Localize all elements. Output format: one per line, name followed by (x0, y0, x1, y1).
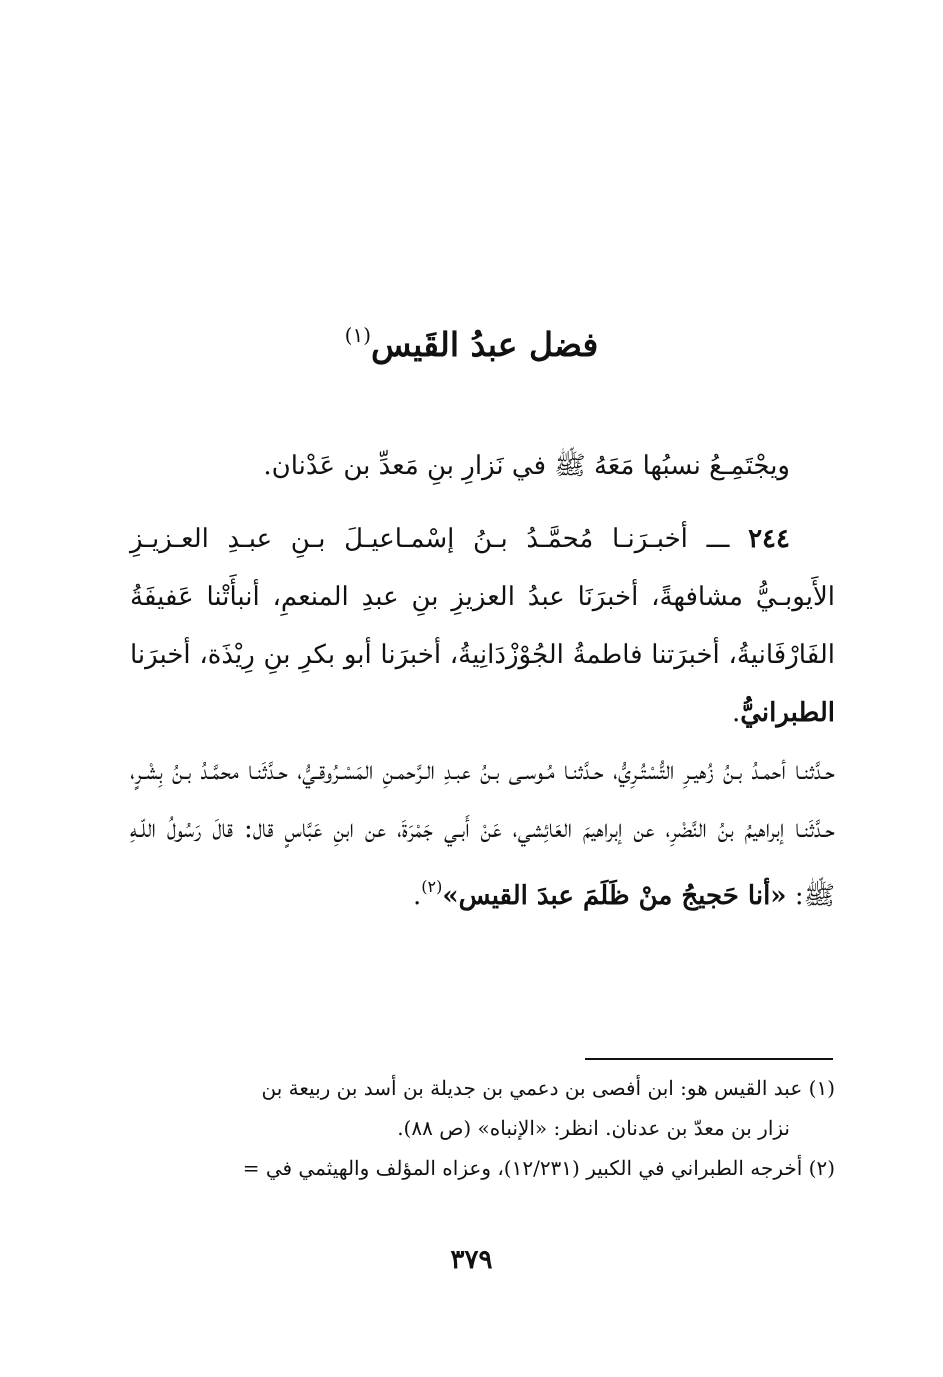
hadith-chain-bold-name: الطبرانيُّ (740, 698, 835, 728)
hadith-narration-text: حـدَّثنـا أحمـدُ بـنُ زُهيـرِ التُّسْتُـرِيُّ، حـدَّثنـا مُـوسـى بـنُ عبـدِ الـرَّحمـنِ المَسْـرُوقـيُّ، حـدَّثَنـا محمَّـدُ بـنُ بِشْـرٍ، حـدَّثَنـا إبراهيمُ بنُ النَّضْرِ، عن إبراهيمَ العَائِشي، عَنْ أَبـي جَمْرَةَ، عن ابنِ عَبَّاسٍ قال: قالَ رَسُولُ اللّـهِ ﷺ: (130, 756, 835, 911)
footnote-2-line-1: (٢) أخرجه الطبراني في الكبير (١٢/٢٣١)، وعزاه المؤلف والهيثمي في = (242, 1156, 835, 1180)
hadith-quote: «أنا حَجيجُ منْ ظَلَمَ عبدَ القيس» (442, 881, 787, 911)
footnote-1-line-2: نزار بن معدّ بن عدنان. انظر: «الإنباه» (ص ٨٨). (397, 1116, 790, 1140)
title-footnote-marker[interactable]: (١) (344, 323, 372, 347)
paragraph-lineage (130, 437, 835, 495)
paragraph-hadith-text (130, 742, 835, 925)
footnote-1-line-1: (١) عبد القيس هو: ابن أفصى بن دعمي بن جديلة بن أسد بن ربيعة بن (261, 1076, 835, 1100)
section-title (0, 305, 943, 375)
hadith-number: ٢٤٤ (748, 524, 790, 554)
hadith-footnote-marker[interactable]: (٢) (421, 877, 443, 896)
section-title-text: فضل عبدُ القَيس (371, 325, 599, 364)
paragraph-lineage-text: ويجْتَمِـعُ نسبُها مَعَهُ ﷺ في نَزارِ بنِ مَعدِّ بن عَدْنان. (263, 451, 790, 481)
page-number: ٣٧٩ (450, 1245, 493, 1275)
paragraph-hadith-chain (130, 510, 835, 742)
footnotes-section (130, 1068, 835, 1188)
footnote-divider (585, 1058, 833, 1060)
hadith-text-end: . (412, 881, 422, 911)
hadith-chain-end: . (731, 698, 741, 728)
hadith-chain-text: ـــ أخبـرَنـا مُحمَّـدُ بـنُ إسْمـاعيـلَ بـنِ عبـدِ العـزيـزِ الأَيوبـيُّ مشافهةً، أخبرَنَا عبدُ العزيزِ بنِ عبدِ المنعمِ، أنبأَتْنا عَفيفَةُ الفَارْفَانيةُ، أخبرَتنا فاطمةُ الجُوْزْدَانِيةُ، أخبرَنا أبو بكرِ بنِ رِيْذَة، أخبرَنا (130, 524, 835, 670)
